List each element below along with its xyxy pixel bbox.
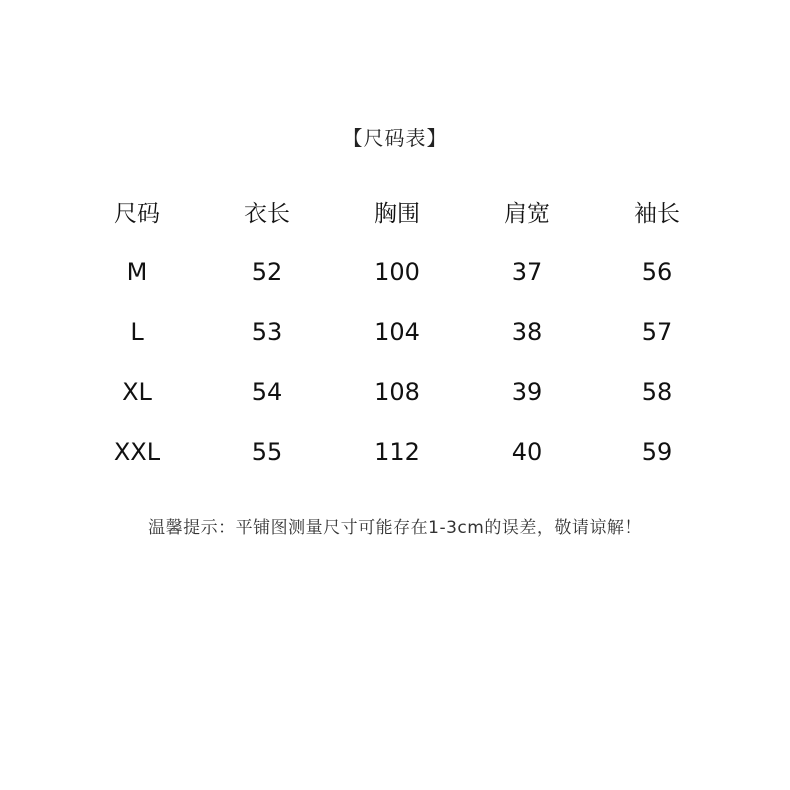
cell-sleeve: 56 — [641, 258, 673, 286]
cell-shoulder: 40 — [511, 438, 543, 466]
table-row — [72, 422, 722, 482]
header-chest: 胸围 — [374, 200, 420, 227]
cell-chest: 112 — [374, 438, 420, 466]
size-chart-table — [72, 188, 722, 482]
table-row — [72, 234, 722, 302]
cell-chest: 100 — [374, 258, 420, 286]
cell-size: M — [126, 258, 148, 286]
cell-length: 53 — [251, 318, 283, 346]
cell-length: 52 — [251, 258, 283, 286]
cell-length: 54 — [251, 378, 283, 406]
page-title: 【尺码表】 — [342, 126, 448, 150]
table-row — [72, 302, 722, 362]
cell-sleeve: 57 — [641, 318, 673, 346]
cell-shoulder: 39 — [511, 378, 543, 406]
table-row — [72, 362, 722, 422]
cell-size: XXL — [113, 438, 161, 466]
header-size: 尺码 — [114, 200, 160, 227]
cell-sleeve: 58 — [641, 378, 673, 406]
table-header-row — [72, 188, 722, 234]
cell-length: 55 — [251, 438, 283, 466]
cell-shoulder: 38 — [511, 318, 543, 346]
header-length: 衣长 — [244, 200, 290, 227]
cell-chest: 104 — [374, 318, 420, 346]
header-shoulder: 肩宽 — [504, 200, 550, 227]
cell-size: L — [130, 318, 144, 346]
cell-size: XL — [122, 378, 152, 406]
cell-shoulder: 37 — [511, 258, 543, 286]
cell-chest: 108 — [374, 378, 420, 406]
header-sleeve: 袖长 — [634, 200, 680, 227]
measurement-note: 温馨提示：平铺图测量尺寸可能存在1-3cm的误差，敬请谅解！ — [148, 518, 642, 538]
cell-sleeve: 59 — [641, 438, 673, 466]
